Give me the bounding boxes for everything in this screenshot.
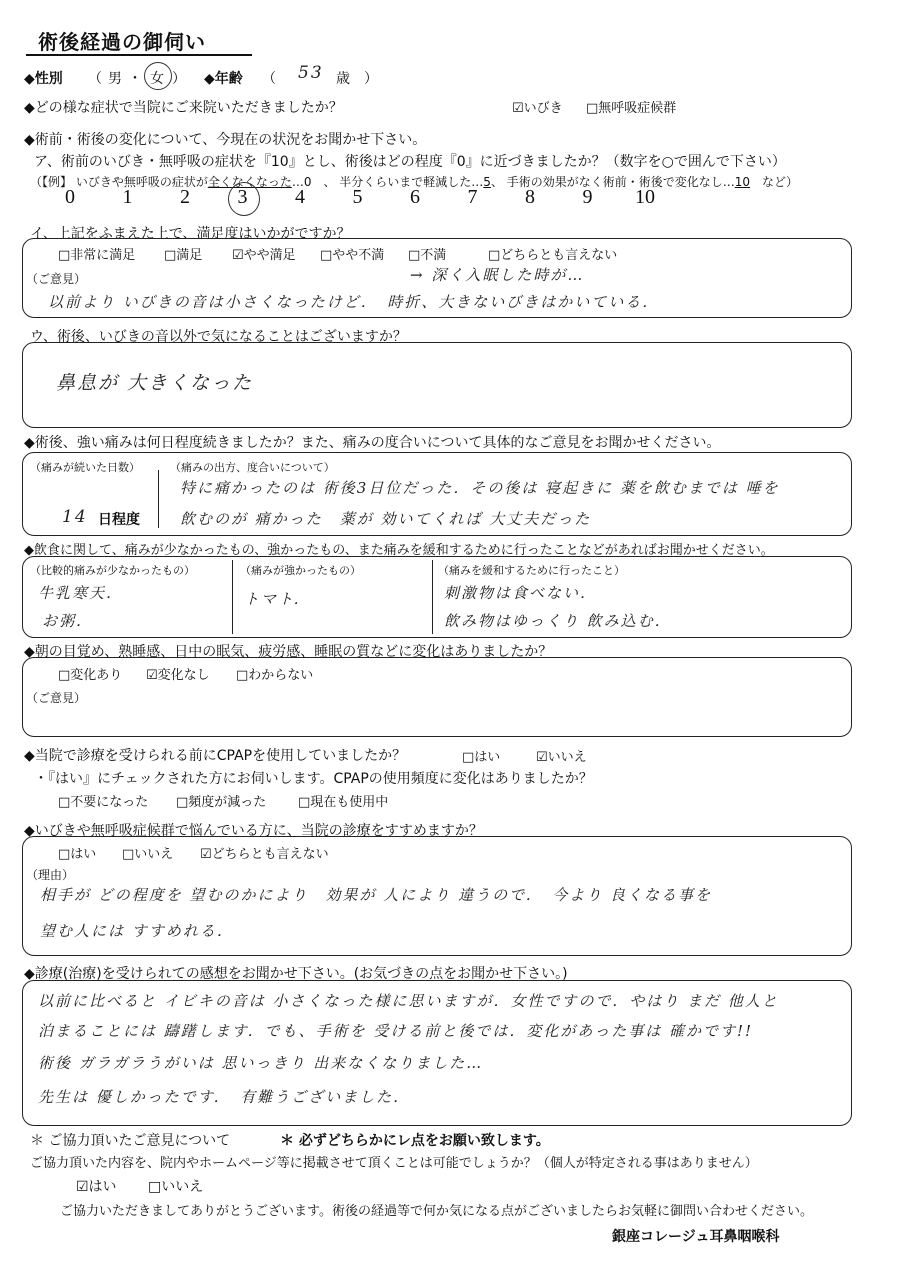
- gender-label: ◆性別: [24, 71, 63, 87]
- age-open: （: [262, 71, 276, 87]
- cpap-still-using[interactable]: □現在も使用中: [298, 795, 389, 810]
- symptom-question: ◆どの様な症状で当院にご来院いただきましたか？: [24, 100, 343, 116]
- food-col3-hand-1[interactable]: 刺激物は食べない．: [444, 584, 598, 602]
- scale-selected-circle: [228, 182, 260, 216]
- food-divider-1: [232, 560, 233, 634]
- thanks-message: ご協力いただきましてありがとうございます。術後の経過等で何か気になる点がございましたらお気軽に御問い合わせください。: [60, 1204, 813, 1219]
- scale-number-7[interactable]: 7: [467, 186, 478, 208]
- recommend-question: ◆いびきや無呼吸症候群で悩んでいる方に、当院の診療をすすめますか？: [24, 823, 483, 839]
- age-value[interactable]: 53: [298, 63, 324, 83]
- scale-row: [0, 186, 900, 220]
- symptom-snoring-checkbox[interactable]: ☑いびき: [512, 101, 563, 116]
- satisfaction-neither[interactable]: □どちらとも言えない: [488, 248, 618, 263]
- recommend-neither[interactable]: ☑どちらとも言えない: [200, 847, 329, 862]
- pain-hand-note-2[interactable]: 飲むのが 痛かった 薬が 効いてくれば 大丈夫だった: [180, 510, 592, 528]
- recommend-hand-note-2[interactable]: 望む人には すすめれる．: [40, 922, 234, 940]
- pain-days-label: （痛みが続いた日数）: [30, 461, 140, 474]
- satisfaction-opinion-label: （ご意見）: [26, 272, 87, 286]
- scale-number-0[interactable]: 0: [65, 186, 75, 208]
- food-col2-label: （痛みが強かったもの）: [240, 564, 361, 577]
- impression-hand-note-3[interactable]: 術後 ガラガラうがいは 思いっきり 出来なくなりました…: [38, 1054, 484, 1072]
- satisfaction-somewhat-dissatisfied[interactable]: □やや不満: [320, 248, 385, 263]
- change-question: ◆術前・術後の変化について、今現在の状況をお聞かせ下さい。: [24, 132, 427, 148]
- scale-number-9[interactable]: 9: [582, 186, 593, 208]
- recommend-no[interactable]: □いいえ: [122, 847, 174, 862]
- scale-number-4[interactable]: 4: [295, 186, 305, 208]
- scale-number-8[interactable]: 8: [525, 186, 535, 208]
- satisfaction-dissatisfied[interactable]: □不満: [408, 248, 447, 263]
- example-part-e: 、 手術の効果がなく術前・術後で変化なし…: [490, 175, 735, 189]
- pain-detail-label: （痛みの出方、度合いについて）: [170, 461, 335, 474]
- gender-male: 男: [108, 71, 122, 87]
- cpap-not-needed[interactable]: □不要になった: [58, 795, 149, 810]
- recommend-reason-label: （理由）: [26, 868, 75, 882]
- food-question: ◆飲食に関して、痛みが少なかったもの、強かったもの、また痛みを緩和するために行ったことなどがあればお聞かせください。: [24, 543, 774, 558]
- scale-number-1[interactable]: 1: [122, 186, 133, 208]
- gender-open: （: [88, 71, 102, 87]
- scale-number-5[interactable]: 5: [352, 186, 363, 208]
- consent-no[interactable]: □いいえ: [148, 1179, 204, 1195]
- example-part-c: …0 、 半分くらいまで軽減した…: [291, 175, 484, 189]
- title-underline: [26, 54, 252, 56]
- impression-hand-note-4[interactable]: 先生は 優しかったです． 有難うございました．: [38, 1088, 411, 1106]
- morning-question: ◆朝の目覚め、熟睡感、日中の眠気、疲労感、睡眠の質などに変化はありましたか？: [24, 644, 553, 660]
- morning-changed[interactable]: □変化あり: [58, 668, 123, 683]
- change-scale-instruction: ア、術前のいびき・無呼吸の症状を『10』とし、術後はどの程度『0』に近づきましたか？（数字を○で囲んで下さい）: [34, 154, 786, 170]
- consent-instruction: ＊ 必ずどちらかにレ点をお願い致します。: [280, 1133, 550, 1149]
- example-part-a: （【例】 いびきや無呼吸の症状が: [30, 175, 208, 189]
- pain-hand-note-1[interactable]: 特に痛かったのは 術後3日位だった．その後は 寝起きに 薬を飲むまでは 唾を: [180, 479, 780, 497]
- clinic-name: 銀座コレージュ耳鼻咽喉科: [612, 1229, 780, 1245]
- pain-days-value[interactable]: 14: [62, 507, 88, 527]
- scale-number-3[interactable]: 3: [237, 186, 248, 208]
- satisfaction-very-satisfied[interactable]: □非常に満足: [58, 248, 136, 263]
- example-part-d: 5: [483, 175, 491, 189]
- satisfaction-somewhat-satisfied[interactable]: ☑やや満足: [232, 248, 296, 263]
- food-col1-label: （比較的痛みが少なかったもの）: [30, 564, 195, 577]
- morning-no-change[interactable]: ☑変化なし: [146, 668, 210, 683]
- gender-female[interactable]: 女: [150, 71, 164, 87]
- cpap-sub-question: ・『はい』にチェックされた方にお伺いします。CPAPの使用頻度に変化はありましたか？: [34, 771, 593, 787]
- cpap-no[interactable]: ☑いいえ: [536, 750, 587, 765]
- example-part-f: 10: [734, 175, 751, 189]
- pain-divider: [158, 470, 159, 528]
- pain-days-unit: 日程度: [98, 512, 140, 528]
- scale-number-2[interactable]: 2: [180, 186, 190, 208]
- impression-hand-note-1[interactable]: 以前に比べると イビキの音は 小さくなった様に思いますが．女性ですので．やはり まだ 他人と: [38, 992, 779, 1010]
- gender-close: ）: [172, 71, 186, 87]
- other-concerns-hand-note[interactable]: 鼻息が 大きくなった: [56, 372, 254, 394]
- example-part-b: 全くなくなった: [207, 175, 292, 189]
- age-unit: 歳 ）: [336, 71, 378, 87]
- scale-number-10[interactable]: 10: [635, 186, 655, 208]
- food-col1-hand-2[interactable]: お粥．: [42, 612, 94, 630]
- satisfaction-question: イ、上記をふまえた上で、満足度はいかがですか？: [30, 226, 351, 242]
- food-divider-2: [432, 560, 433, 634]
- food-col3-label: （痛みを緩和するために行ったこと）: [438, 564, 625, 577]
- impression-question: ◆診療(治療)を受けられての感想をお聞かせ下さい。(お気づきの点をお聞かせ下さい。): [24, 966, 568, 982]
- recommend-hand-note-1[interactable]: 相手が どの程度を 望むのかにより 効果が 人により 違うので． 今より 良くなる事を: [40, 886, 713, 904]
- gender-sep: ・: [128, 71, 142, 87]
- recommend-yes[interactable]: □はい: [58, 847, 97, 862]
- page-title: 術後経過の御伺い: [38, 30, 206, 54]
- age-label: ◆年齢: [204, 71, 243, 87]
- cpap-question: ◆当院で診療を受けられる前にCPAPを使用していましたか？: [24, 748, 407, 764]
- morning-unknown[interactable]: □わからない: [236, 668, 314, 683]
- food-col2-hand-1[interactable]: トマト．: [244, 590, 311, 608]
- example-part-g: など）: [750, 175, 799, 189]
- pain-question: ◆術後、強い痛みは何日程度続きましたか？また、痛みの度合いについて具体的なご意見をお聞かせください。: [24, 435, 721, 451]
- consent-yes[interactable]: ☑はい: [76, 1179, 117, 1195]
- cpap-yes[interactable]: □はい: [462, 750, 501, 765]
- satisfaction-satisfied[interactable]: □満足: [164, 248, 203, 263]
- impression-hand-note-2[interactable]: 泊まることには 躊躇します．でも、手術を 受ける前と後では．変化があった事は 確かです!!: [38, 1022, 754, 1040]
- symptom-apnea-checkbox[interactable]: □無呼吸症候群: [586, 101, 677, 116]
- satisfaction-hand-note-2[interactable]: 以前より いびきの音は小さくなったけど． 時折、大きないびきはかいている．: [48, 293, 660, 311]
- morning-opinion-label: （ご意見）: [26, 691, 87, 705]
- other-concerns-question: ウ、術後、いびきの音以外で気になることはございますか？: [30, 329, 407, 345]
- gender-female-circle: [144, 62, 172, 90]
- consent-question: ご協力頂いた内容を、院内やホームページ等に掲載させて頂くことは可能でしょうか？（個人が特定される事はありません）: [30, 1156, 758, 1171]
- food-col3-hand-2[interactable]: 飲み物はゆっくり 飲み込む．: [444, 612, 672, 630]
- food-col1-hand-1[interactable]: 牛乳寒天．: [38, 584, 124, 602]
- satisfaction-hand-note-1[interactable]: → 深く入眠した時が…: [410, 266, 585, 284]
- cpap-less-often[interactable]: □頻度が減った: [176, 795, 267, 810]
- scale-number-6[interactable]: 6: [410, 186, 420, 208]
- consent-heading: ＊ ご協力頂いたご意見について: [30, 1133, 231, 1149]
